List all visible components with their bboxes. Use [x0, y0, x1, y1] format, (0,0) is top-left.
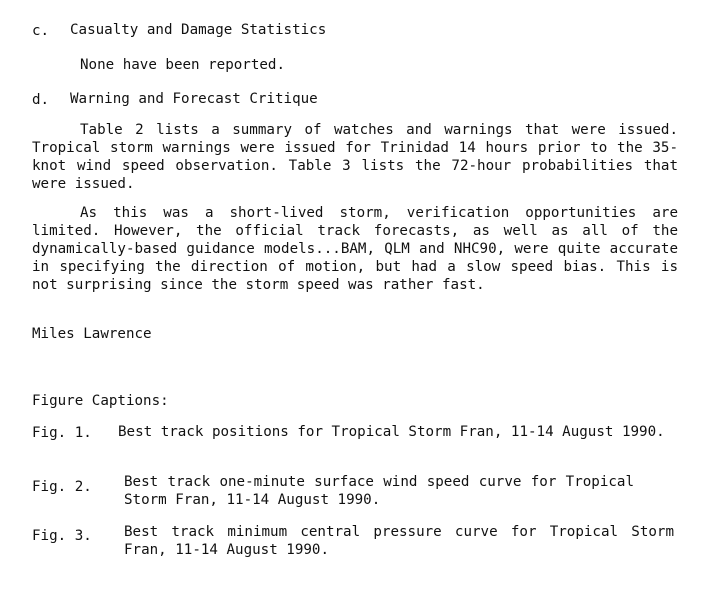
section-d-paragraph-2: As this was a short-lived storm, verification opportunities are limited. However, the official track forecasts, as well as all of the dynamically-based guidance models...BAM, QLM and NHC90, were quite accurate in specifying the direction of motion, but had a slow speed bias. This is not surprising since the storm speed was rather fast. — [32, 205, 678, 293]
author-signature: Miles Lawrence — [32, 326, 152, 342]
figure-caption-label: Fig. 1. — [32, 425, 92, 441]
figure-caption-text: Best track one-minute surface wind speed curve for Tropical Storm Fran, 11-14 August 1990. — [124, 474, 634, 508]
section-c-title: Casualty and Damage Statistics — [70, 22, 327, 38]
figure-caption-text: Best track minimum central pressure curve for Tropical Storm Fran, 11-14 August 1990. — [124, 524, 674, 558]
section-d-label: d. — [32, 92, 50, 108]
figure-captions-heading: Figure Captions: — [32, 393, 169, 409]
section-c-label: c. — [32, 23, 50, 39]
figure-caption-label: Fig. 2. — [32, 479, 92, 495]
section-d-title: Warning and Forecast Critique — [70, 91, 318, 107]
figure-caption-text: Best track positions for Tropical Storm Fran, 11-14 August 1990. — [118, 424, 665, 440]
section-c-body: None have been reported. — [80, 57, 285, 73]
figure-caption-label: Fig. 3. — [32, 528, 92, 544]
section-d-paragraph-1: Table 2 lists a summary of watches and warnings that were issued. Tropical storm warnings were issued for Trinidad 14 hours prior to the 35-knot wind speed observation. Table 3 lists the 72-hour probabilities that were issued. — [32, 122, 678, 192]
